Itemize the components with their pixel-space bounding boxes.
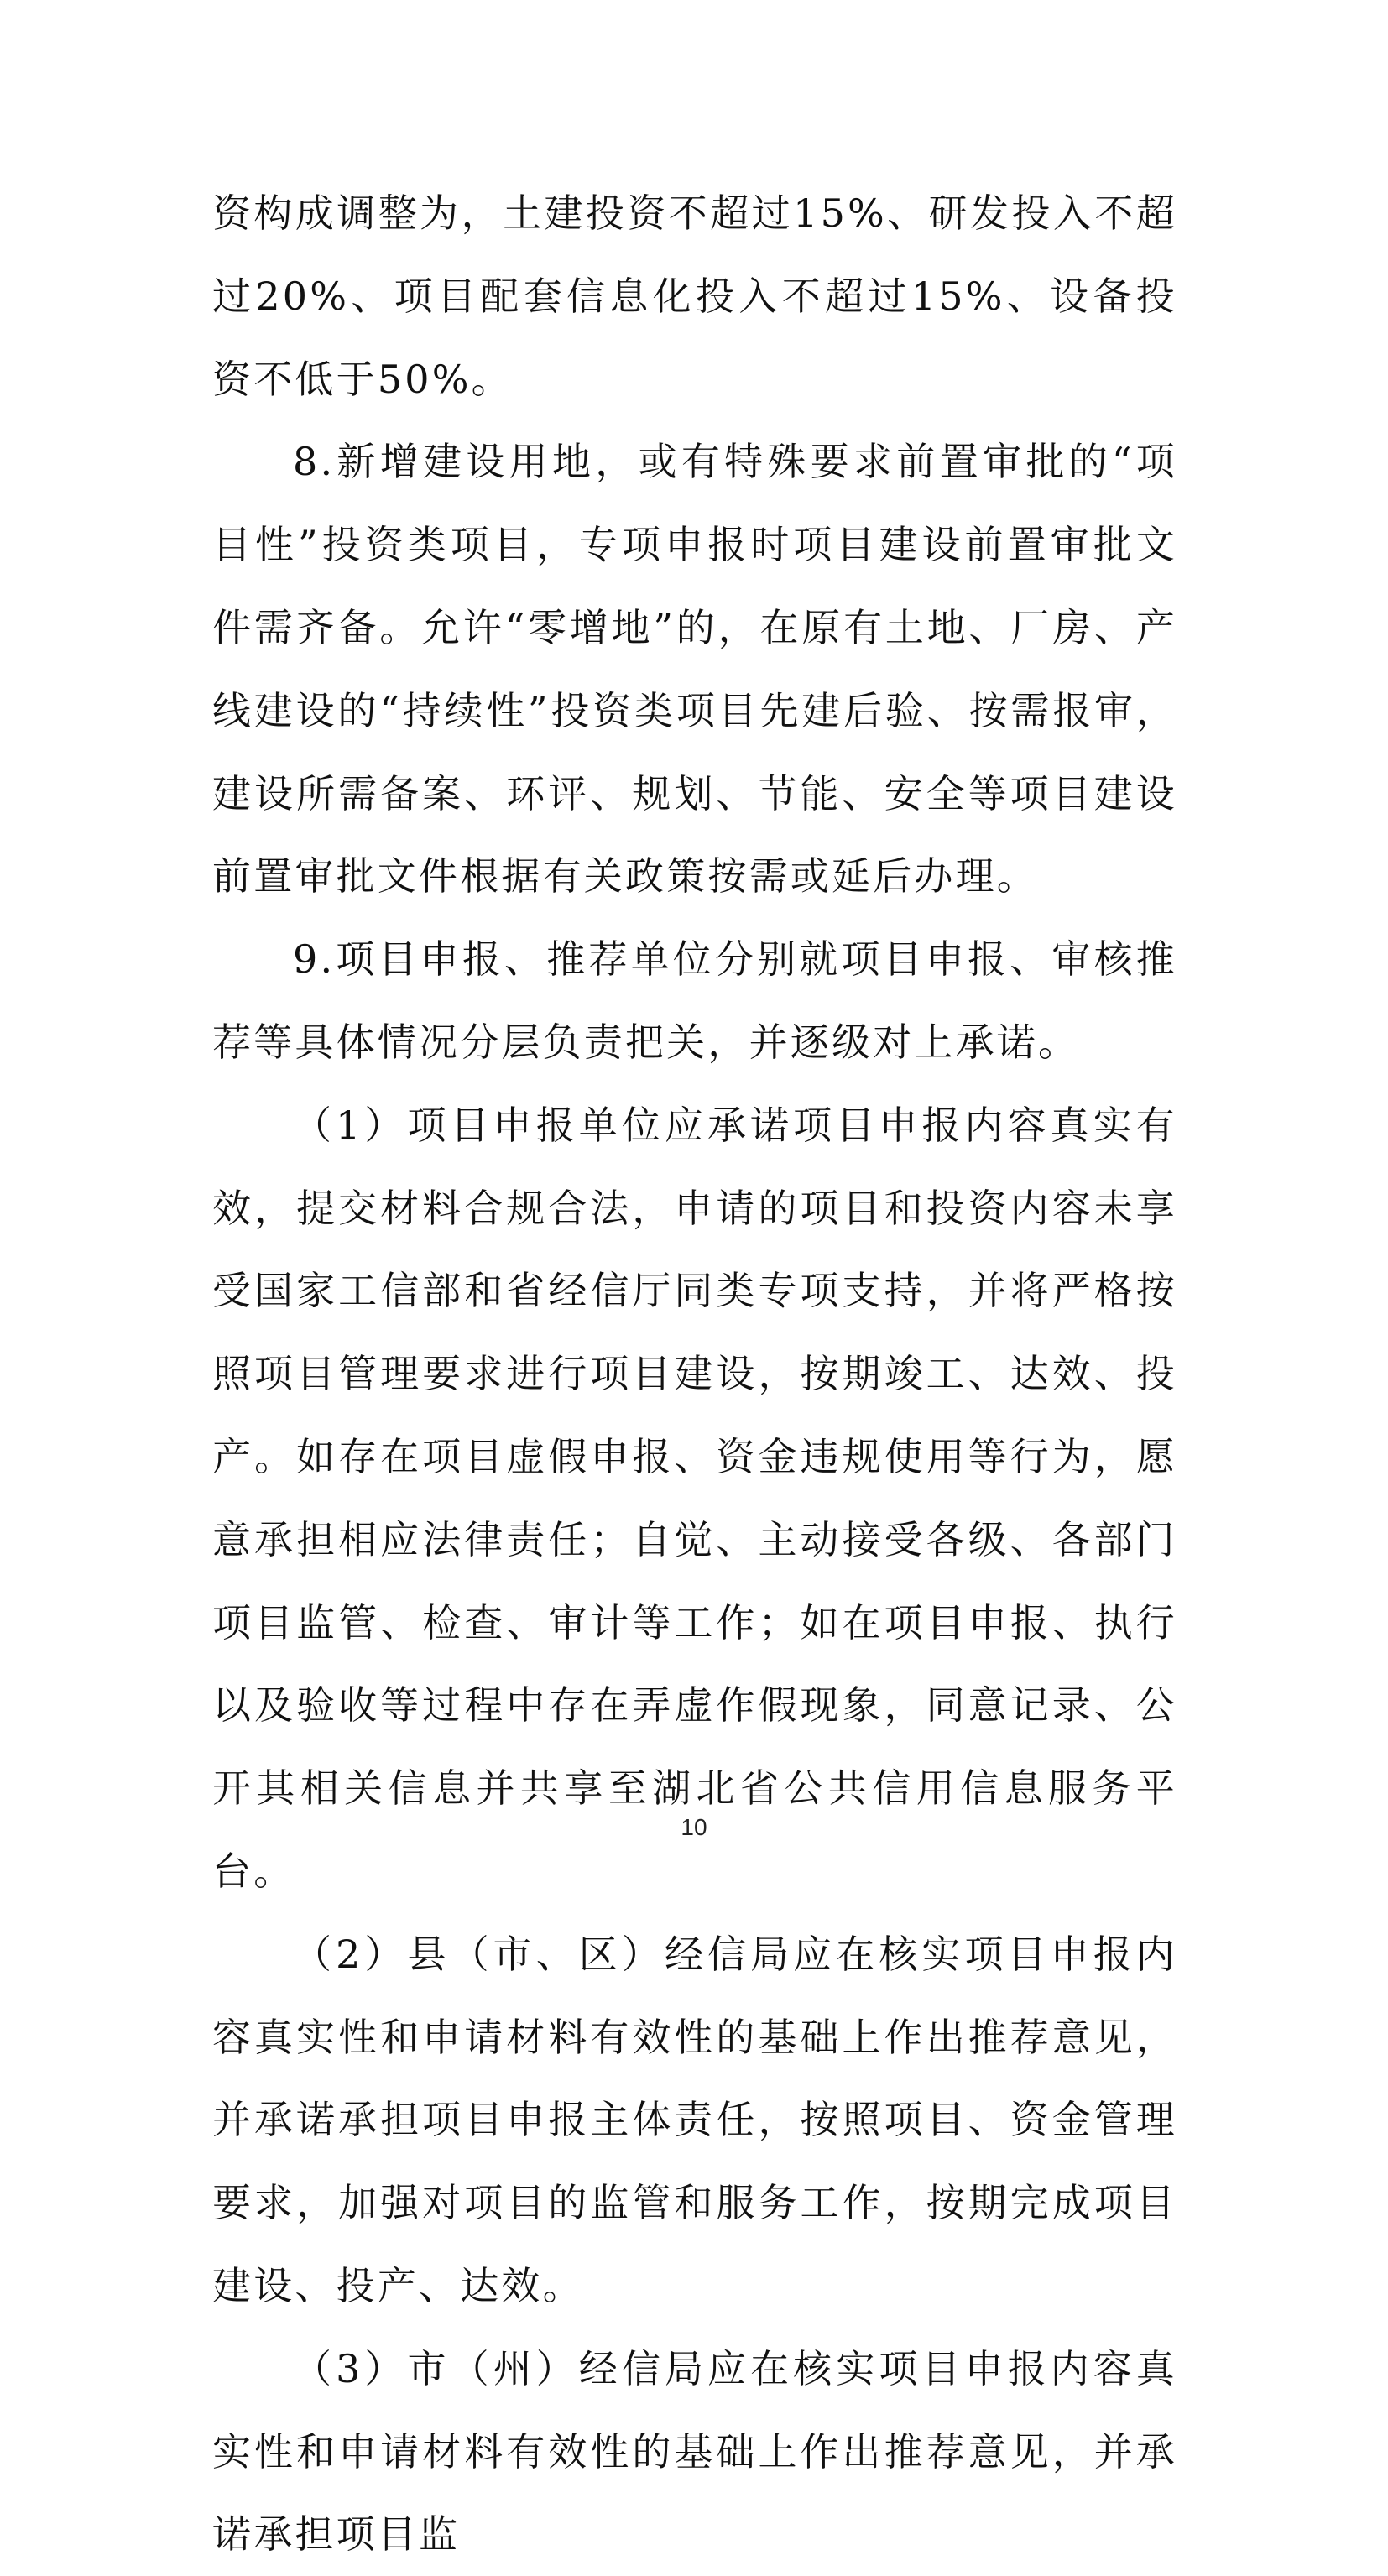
paragraph-item-9-3: （3）市（州）经信局应在核实项目申报内容真实性和申请材料有效性的基础上作出推荐意见，并承诺承担项目监 (212, 2345, 1177, 2558)
page-number: 10 (681, 1814, 707, 1840)
paragraph-item-8: 8.新增建设用地，或有特殊要求前置审批的“项目性”投资类项目，专项申报时项目建设前置审批文件需齐备。允许“零增地”的，在原有土地、厂房、产线建设的“持续性”投资类项目先建后验、按需报审，建设所需备案、环评、规划、节能、安全等项目建设前置审批文件根据有关政策按需或延后办理。 (212, 439, 1177, 900)
document-body (212, 172, 1177, 2576)
paragraph-investment-structure: 资构成调整为，土建投资不超过15%、研发投入不超过20%、项目配套信息化投入不超过15%、设备投资不低于50%。 (212, 190, 1177, 402)
paragraph-item-9-1: （1）项目申报单位应承诺项目申报内容真实有效，提交材料合规合法，申请的项目和投资内容未享受国家工信部和省经信厅同类专项支持，并将严格按照项目管理要求进行项目建设，按期竣工、达效、投产。如存在项目虚假申报、资金违规使用等行为，愿意承担相应法律责任；自觉、主动接受各级、各部门项目监管、检查、审计等工作；如在项目申报、执行以及验收等过程中存在弄虚作假现象，同意记录、公开其相关信息并共享至湖北省公共信用信息服务平台。 (212, 1102, 1177, 1894)
paragraph-item-9: 9.项目申报、推荐单位分别就项目申报、审核推荐等具体情况分层负责把关，并逐级对上承诺。 (212, 936, 1177, 1065)
paragraph-item-9-2: （2）县（市、区）经信局应在核实项目申报内容真实性和申请材料有效性的基础上作出推荐意见，并承诺承担项目申报主体责任，按照项目、资金管理要求，加强对项目的监管和服务工作，按期完成项目建设、投产、达效。 (212, 1931, 1177, 2308)
